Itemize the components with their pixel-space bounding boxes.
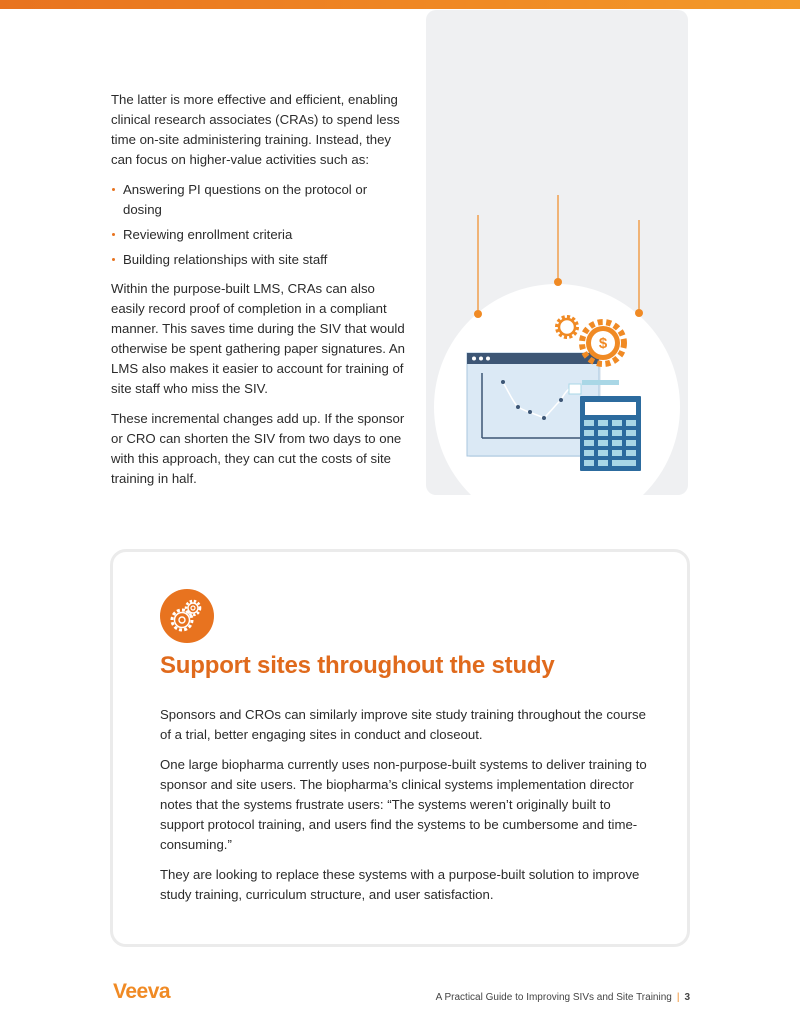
gears-icon	[160, 589, 214, 643]
list-item: Reviewing enrollment criteria	[111, 225, 406, 245]
calculator-icon	[580, 396, 641, 471]
list-item: Building relationships with site staff	[111, 250, 406, 270]
card-body	[160, 705, 650, 915]
intro-paragraph-3: These incremental changes add up. If the sponsor or CRO can shorten the SIV from two days to one with this approach, they can cut the costs of site training in half.	[111, 411, 405, 486]
intro-paragraph-1: The latter is more effective and efficient, enabling clinical research associates (CRAs) to spend less time on-site administering training. Instead, they can focus on higher-value activities such as:	[111, 92, 400, 167]
page-footer	[436, 992, 690, 1003]
illustration	[426, 10, 688, 495]
support-sites-card	[110, 549, 690, 947]
card-paragraph-2: One large biopharma currently uses non-purpose-built systems to deliver training to sponsor and site users. The biopharma’s clinical systems implementation director notes that the systems frustrate users: “The systems weren’t originally built to support protocol training, and users find the systems to be cumbersome and time-consuming.”	[160, 757, 647, 852]
card-paragraph-1: Sponsors and CROs can similarly improve site study training throughout the course of a trial, better engaging sites in conduct and closeout.	[160, 707, 646, 742]
illustration-panel	[426, 10, 688, 495]
section-title: Support sites throughout the study	[160, 652, 555, 679]
card-paragraph-3: They are looking to replace these systems with a purpose-built solution to improve study training, curriculum structure, and user satisfaction.	[160, 867, 640, 902]
activities-list	[111, 180, 406, 270]
footer-separator: |	[676, 992, 680, 1003]
guide-title: A Practical Guide to Improving SIVs and Site Training	[435, 992, 672, 1003]
page-number: 3	[684, 992, 690, 1003]
veeva-logo: Veeva	[113, 980, 171, 1003]
intro-section	[111, 90, 406, 499]
top-accent-bar	[0, 0, 800, 9]
gear-icon	[557, 317, 577, 337]
svg-text:$: $	[598, 335, 608, 352]
list-item: Answering PI questions on the protocol or dosing	[111, 180, 406, 220]
intro-paragraph-2: Within the purpose-built LMS, CRAs can also easily record proof of completion in a compliant manner. This saves time during the SIV that would otherwise be spent gathering paper signatures. An LMS also makes it easier to account for training of site staff who miss the SIV.	[111, 281, 405, 396]
